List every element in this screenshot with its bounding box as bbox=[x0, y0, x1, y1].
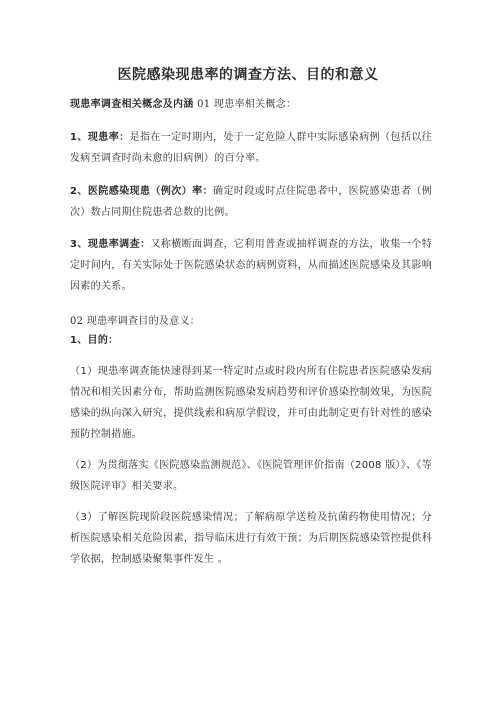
document-title: 医院感染现患率的调查方法、目的和意义 bbox=[117, 67, 379, 83]
concept-2-term: 2、医院感染现患（例次）率： bbox=[70, 186, 214, 197]
section2-heading: 02 现患率调查目的及意义： bbox=[70, 316, 201, 327]
purpose-1-paragraph: （1）现患率调查能快速得到某一特定时点或时段内所有住院患者医院感染发病情况和相关因素分布，帮助监测医院感染发病趋势和评价感染控制效果，为医院感染的纵向深入研究，提供线索和病原学假设，并可由此制定更有针对性的感染预防控制措施。 bbox=[70, 366, 432, 440]
purpose-heading: 1、目的： bbox=[70, 335, 119, 346]
concept-2-paragraph bbox=[70, 181, 432, 223]
section1-heading-bold: 现患率调查相关概念及内涵 bbox=[70, 99, 194, 110]
concept-2-text: 确定时段或时点住院患者中，医院感染患者（例次）数占同期住院患者总数的比例。 bbox=[70, 186, 432, 218]
section1-heading-rest: 01 现患率相关概念： bbox=[193, 99, 297, 110]
concept-3-term: 3、现患率调查： bbox=[70, 239, 151, 250]
concept-3-text: 又称横断面调查，它利用普查或抽样调查的方法，收集一个特定时间内，有关实际处于医院感染状态的病例资料，从而描述医院感染及其影响因素的关系。 bbox=[70, 239, 433, 292]
purpose-3-paragraph: （3）了解医院现阶段医院感染情况；了解病原学送检及抗菌药物使用情况；分析医院感染相关危险因素，指导临床进行有效干预；为后期医院感染管控提供科学依据，控制感染聚集事件发生 。 bbox=[70, 512, 432, 565]
concept-3-paragraph bbox=[70, 234, 432, 297]
purpose-2-paragraph: （2）为贯彻落实《医院感染监测规范》、《医院管理评价指南（2008 版）》、《等级医院评审》相关要求。 bbox=[70, 460, 432, 492]
concept-1-term: 1、现患率： bbox=[70, 132, 130, 143]
concept-1-paragraph bbox=[70, 127, 432, 169]
section1-heading bbox=[70, 94, 432, 115]
concept-1-text: 是指在一定时期内，处于一定危险人群中实际感染病例（包括以往发病至调查时尚未愈的旧病例）的百分率。 bbox=[70, 132, 432, 164]
